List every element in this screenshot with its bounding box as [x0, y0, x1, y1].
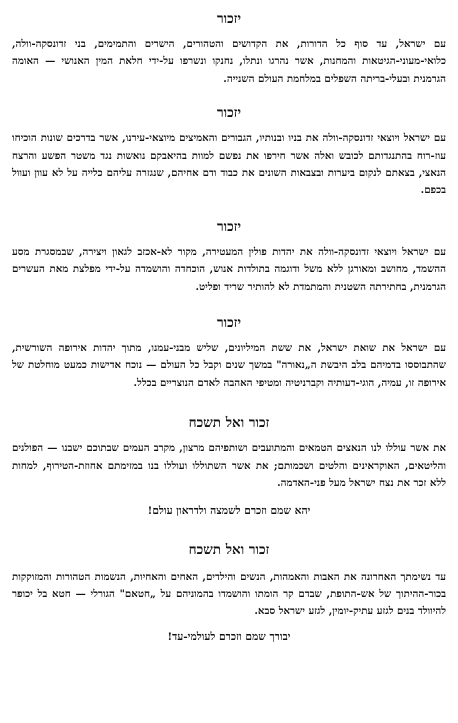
section-5-blessing: יהא שמם וזכרם לשמצה ולדראון עולם! — [147, 504, 311, 517]
section-4-heading: יזכור — [217, 315, 241, 332]
section-2-heading: יזכור — [217, 105, 241, 122]
section-6-text: עד נשימתך האחרונה את האבות והאמהות, הנשים והילדים, האחים והאחיות, הנשמות הטהורות והמזוקקות בכור-ההיתוך של אש-התופת, שבדם קר הומתו והושמדו בהמוניהם על „חטאם" הגורלי — חטא בל יכופר להיוולד בנים לגזע עתיק-יומין, לגזע ישראל סבא. — [12, 570, 446, 618]
section-4-text: עם ישראל את שואת ישראל, את ששת המיליונים, שליש מבני-עמנו, מתוך יהדות אירופה השורשית, שהתבוססו בדמיהם בלב היבשת ה„נאורה" במשך שנים וקבל כל העולם — נוכח אדישות כמעט מוחלטת של אירופה זו, עמיה, הוגי-דעותיה וקברניטיה ומטיפי האהבה לאדם הנוצריים בכלל. — [12, 342, 446, 389]
section-2-text: עם ישראל ויוצאי זדונסקה-וולה את בניו ובנותיו, הגבורים והאמיצים מיוצאי-עירנו, אשר בדרכים שונות הוכיחו עוז-רוח בהתנגדותם לכובש ואלה אשר חירפו את נפשם למוות בהיאבקם נואשות נגד משטר הפשע והרצח הנאצי, בצאתם לנקום ביערות ובצבאות השונים את כבוד ודם אחיהם, שנגזרה עליהם כלייה על לא עוון ועוול בכפם. — [12, 132, 446, 197]
section-3-heading: יזכור — [217, 218, 241, 235]
section-3-text: עם ישראל ויוצאי זדונסקה-וולה את יהדות פולין המעטירה, מקור לא-אכזב לגאון ויצירה, שבמסגרת מסע ההשמד, מחושב ומאורגן ללא משל ודוגמה בתולדות אנוש, הוכחדה והושמדה על-ידי מפלצת מאת העשרים הגרמנית, בחתירתה השטנית והמתמדת לא להותיר שריד ופליט. — [12, 245, 446, 293]
section-1-text: עם ישראל, עד סוף כל הדורות, את הקדושים והטהורים, הישרים והתמימים, בני זדונסקה-וולה, כלואי-מעוני-הגיטאות והמחנות, אשר נהרגו ונתלו, נחנקו ונשרפו על-ידי חלאת המין האנושי — האומה הגרמנית ובעלי-בריתה השפלים במלחמת העולם השנייה. — [12, 38, 446, 85]
section-5-heading: זכור ואל תשכח — [188, 415, 270, 432]
section-5-text: את אשר עוללו לנו הנאצים הטמאים והמתועבים ושותפיהם מרצון, מקרב העמים שבתוכם ישבנו — הפולנים והליטאים, האוקראינים והלטים ושכמותם; את אשר השתוללו ועוללו בנו במזימתם אחוזת-הטירוף, למחות ללא זכר את נצח ישראל מעל פני-האדמה. — [12, 442, 446, 490]
section-6-blessing: יבורך שמם וזכרם לעולמי-עד! — [167, 630, 291, 643]
section-6-heading: זכור ואל תשכח — [188, 541, 270, 558]
section-1-heading: יזכור — [217, 11, 241, 27]
